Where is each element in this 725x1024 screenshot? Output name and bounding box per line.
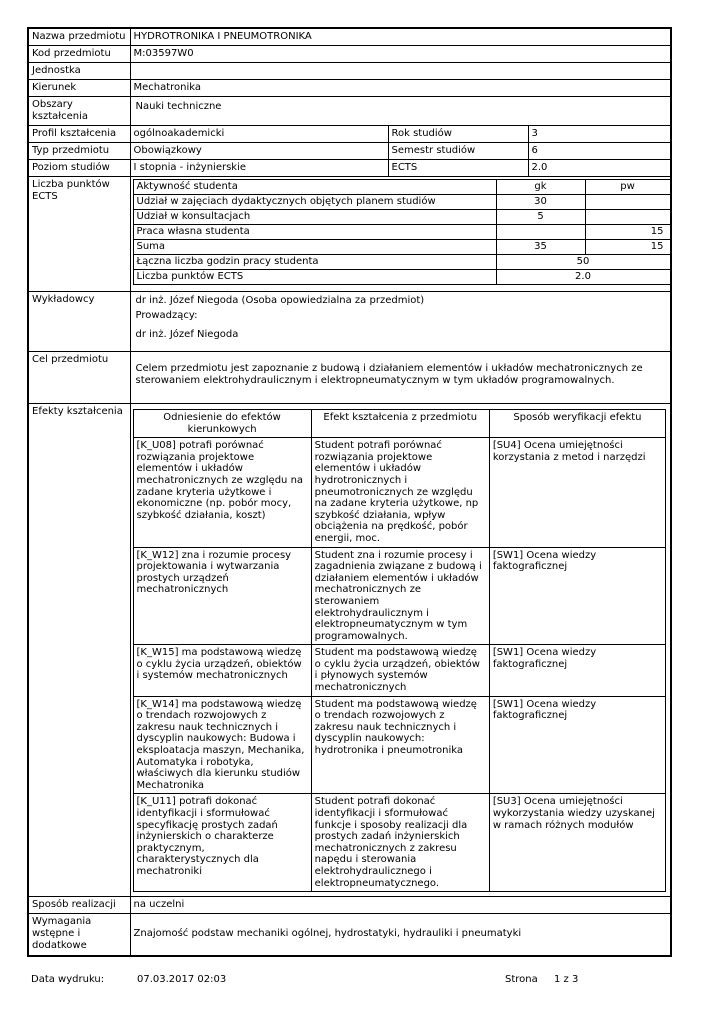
label-realizacja: Sposób realizacji (28, 897, 130, 914)
row-ects-hours (28, 177, 671, 292)
effect-description: Student zna i rozumie procesy i zagadnienia związane z budową i działaniem elementów i układów mechatronicznych ze sterowaniem elektrohydraulicznym i elektropneumatycznym w tym programowalnych. (311, 547, 489, 645)
ects-row (133, 210, 670, 225)
print-date-value: 07.03.2017 02:03 (137, 974, 227, 985)
value-nazwa: HYDROTRONIKA I PNEUMOTRONIKA (130, 28, 671, 46)
ects-table (133, 179, 671, 285)
ects-points-row (133, 270, 670, 285)
label-cel: Cel przedmiotu (28, 352, 130, 404)
syllabus-page (27, 27, 670, 957)
ects-header-pw: pw (585, 180, 670, 195)
label-kod: Kod przedmiotu (28, 46, 130, 63)
row-cel (28, 352, 671, 404)
print-date-label: Data wydruku: (31, 974, 105, 985)
effect-ref: [K_U08] potrafi porównać rozwiązania projektowe elementów i układów mechatronicznych ze względu na zadane kryteria użytkowe i ekonomiczne (np. pobór mocy, szybkość działania, koszt) (133, 438, 311, 547)
lecturer-line: Prowadzący: (135, 310, 198, 321)
row-jednostka (28, 63, 671, 80)
ects-row-name: Udział w zajęciach dydaktycznych objętych planem studiów (133, 195, 496, 210)
value-realizacja: na uczelni (130, 897, 671, 914)
label-nazwa: Nazwa przedmiotu (28, 28, 130, 46)
value-cel: Celem przedmiotu jest zapoznanie z budową i działaniem elementów i układów mechatronicznych ze sterowaniem elektrohydraulicznym i elektropneumatycznym w tym układów programowalnych. (130, 352, 671, 404)
page-label: Strona (505, 974, 538, 985)
label-wykladowcy: Wykładowcy (28, 292, 130, 352)
value-ects: 2.0 (528, 160, 671, 177)
ects-header-activity: Aktywność studenta (133, 180, 496, 195)
effect-verification: [SU4] Ocena umiejętności korzystania z metod i narzędzi (489, 438, 665, 547)
lecturer-line: dr inż. Józef Niegoda (Osoba opowiedzialna za przedmiot) (135, 295, 425, 306)
ects-row-gk: 5 (496, 210, 585, 225)
effect-ref: [K_W15] ma podstawową wiedzę o cyklu życia urządzeń, obiektów i systemów mechatronicznych (133, 645, 311, 696)
value-typ: Obowiązkowy (130, 143, 388, 160)
row-realizacja (28, 897, 671, 914)
effect-verification: [SW1] Ocena wiedzy faktograficznej (489, 645, 665, 696)
effect-description: Student ma podstawową wiedzę o trendach rozwojowych z zakresu nauk technicznych i dyscyplin naukowych: hydrotronika i pneumotronika (311, 696, 489, 794)
row-efekty (28, 404, 671, 897)
value-profil: ogólnoakademicki (130, 126, 388, 143)
ects-row (133, 225, 670, 240)
ects-total-value: 50 (496, 255, 670, 270)
effects-row (133, 438, 666, 547)
effect-ref: [K_U11] potrafi dokonać identyfikacji i sformułować specyfikację prostych zadań inżynierskich o charakterze praktycznym, charakterystycznych dla mechatroniki (133, 794, 311, 892)
row-nazwa (28, 28, 671, 46)
effects-header-method: Sposób weryfikacji efektu (489, 410, 665, 438)
ects-row-pw (585, 210, 670, 225)
syllabus-table (27, 27, 672, 957)
ects-row-pw (585, 195, 670, 210)
value-jednostka (130, 63, 671, 80)
ects-row (133, 240, 670, 255)
effects-header-row (133, 410, 666, 438)
row-typ (28, 143, 671, 160)
row-obszary (28, 97, 671, 126)
label-kierunek: Kierunek (28, 80, 130, 97)
ects-row (133, 195, 670, 210)
effects-row (133, 794, 666, 892)
label-profil: Profil kształcenia (28, 126, 130, 143)
ects-row-name: Udział w konsultacjach (133, 210, 496, 225)
effects-header-effect: Efekt kształcenia z przedmiotu (311, 410, 489, 438)
row-wykladowcy (28, 292, 671, 352)
value-rok: 3 (528, 126, 671, 143)
effects-row (133, 696, 666, 794)
ects-points-name: Liczba punktów ECTS (133, 270, 496, 285)
effect-verification: [SW1] Ocena wiedzy faktograficznej (489, 696, 665, 794)
ects-points-value: 2.0 (496, 270, 670, 285)
ects-row-name: Praca własna studenta (133, 225, 496, 240)
row-profil (28, 126, 671, 143)
effect-description: Student ma podstawową wiedzę o cyklu życia urządzeń, obiektów i płynowych systemów mechatronicznych (311, 645, 489, 696)
lecturer-line: dr inż. Józef Niegoda (135, 329, 239, 340)
ects-total-row (133, 255, 670, 270)
effect-ref: [K_W12] zna i rozumie procesy projektowania i wytwarzania prostych urządzeń mechatronicznych (133, 547, 311, 645)
label-rok: Rok studiów (388, 126, 528, 143)
ects-row-gk (496, 225, 585, 240)
label-semestr: Semestr studiów (388, 143, 528, 160)
effect-description: Student potrafi dokonać identyfikacji i sformułować funkcje i sposoby realizacji dla prostych zadań inżynierskich mechatronicznych z zakresu napędu i sterowania elektrohydraulicznego i elektropneumatycznego. (311, 794, 489, 892)
label-typ: Typ przedmiotu (28, 143, 130, 160)
label-poziom: Poziom studiów (28, 160, 130, 177)
effect-description: Student potrafi porównać rozwiązania projektowe elementów i układów hydrotronicznych i pneumotronicznych ze względu na zadane kryteria użytkowe, np szybkość działania, wpływ obciążenia na prędkość, pobór energii, moc. (311, 438, 489, 547)
effects-header-ref: Odniesienie do efektów kierunkowych (133, 410, 311, 438)
label-wymagania: Wymagania wstępne i dodatkowe (28, 914, 130, 956)
value-poziom: I stopnia - inżynierskie (130, 160, 388, 177)
ects-header-gk: gk (496, 180, 585, 195)
effects-table (133, 409, 667, 892)
value-kierunek: Mechatronika (130, 80, 671, 97)
value-semestr: 6 (528, 143, 671, 160)
effect-verification: [SW1] Ocena wiedzy faktograficznej (489, 547, 665, 645)
value-wymagania: Znajomość podstaw mechaniki ogólnej, hydrostatyki, hydrauliki i pneumatyki (130, 914, 671, 956)
ects-total-name: Łączna liczba godzin pracy studenta (133, 255, 496, 270)
ects-row-gk: 35 (496, 240, 585, 255)
row-poziom (28, 160, 671, 177)
row-kierunek (28, 80, 671, 97)
effect-ref: [K_W14] ma podstawową wiedzę o trendach rozwojowych z zakresu nauk technicznych i dyscyplin naukowych: Budowa i eksploatacja maszyn, Mechanika, Automatyka i robotyka, właściwych dla kierunku studiów Mechatronika (133, 696, 311, 794)
effects-row (133, 645, 666, 696)
effects-row (133, 547, 666, 645)
label-ects: ECTS (388, 160, 528, 177)
ects-row-name: Suma (133, 240, 496, 255)
ects-header-row (133, 180, 670, 195)
row-kod (28, 46, 671, 63)
label-obszary: Obszary kształcenia (28, 97, 130, 126)
value-kod: M:03597W0 (130, 46, 671, 63)
label-jednostka: Jednostka (28, 63, 130, 80)
label-efekty: Efekty kształcenia (28, 404, 130, 897)
page-number: 1 z 3 (554, 974, 579, 985)
ects-row-pw: 15 (585, 225, 670, 240)
row-wymagania (28, 914, 671, 956)
value-obszary: Nauki techniczne (130, 97, 671, 126)
ects-row-gk: 30 (496, 195, 585, 210)
effect-verification: [SU3] Ocena umiejętności wykorzystania wiedzy uzyskanej w ramach różnych modułów (489, 794, 665, 892)
ects-row-pw: 15 (585, 240, 670, 255)
label-ects-points: Liczba punktów ECTS (28, 177, 130, 292)
